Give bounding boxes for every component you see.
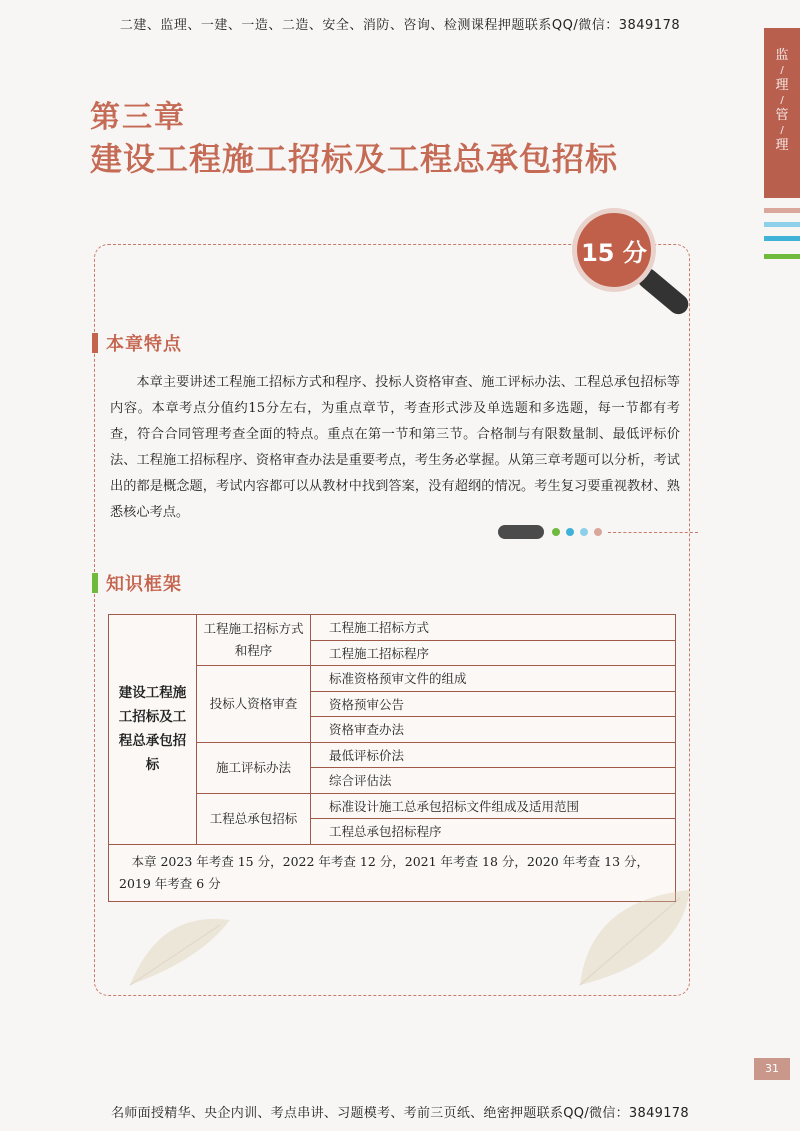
leaf-decoration-icon (120, 900, 240, 990)
heading-bar-icon (92, 573, 98, 593)
framework-item: 标准资格预审文件的组成 (311, 666, 676, 692)
score-badge: 15 分 (572, 208, 656, 292)
side-chapter-tab (764, 28, 800, 198)
framework-heading (92, 570, 182, 596)
dashed-divider (608, 532, 698, 533)
footer-banner: 名师面授精华、央企内训、考点串讲、习题模考、考前三页纸、绝密押题联系QQ/微信：3849178 (111, 1106, 689, 1121)
decorative-dots (498, 525, 698, 539)
framework-group: 工程施工招标方式和程序 (197, 615, 311, 666)
framework-root: 建设工程施工招标及工程总承包招标 (109, 615, 197, 845)
table-row (109, 615, 676, 641)
pill-icon (498, 525, 544, 539)
side-tab-char: 管 (775, 108, 789, 123)
framework-item: 工程总承包招标程序 (311, 819, 676, 845)
framework-group: 工程总承包招标 (197, 793, 311, 844)
heading-bar-icon (92, 333, 98, 353)
side-stripe-lightblue (764, 222, 800, 227)
features-paragraph: 本章主要讲述工程施工招标方式和程序、投标人资格审查、施工评标办法、工程总承包招标等内容。本章考点分值约15分左右，为重点章节，考查形式涉及单选题和多选题，每一节都有考查，符合合同管理考查全面的特点。重点在第一节和第三节。合格制与有限数量制、最低评标价法、工程施工招标程序、资格审查办法是重要考点，考生务必掌握。从第三章考题可以分析，考试出的都是概念题，考试内容都可以从教材中找到答案，没有超纲的情况。考生复习要重视教材、熟悉核心考点。 (110, 375, 680, 520)
page-number: 31 (754, 1058, 790, 1080)
header-banner: 二建、监理、一建、一造、二造、安全、消防、咨询、检测课程押题联系QQ/微信：3849178 (119, 18, 681, 33)
side-tab-separator: / (780, 65, 784, 76)
dot-icon (566, 528, 574, 536)
framework-item: 标准设计施工总承包招标文件组成及适用范围 (311, 793, 676, 819)
dot-icon (580, 528, 588, 536)
dot-icon (552, 528, 560, 536)
side-stripe-pink (764, 208, 800, 213)
framework-group: 施工评标办法 (197, 742, 311, 793)
side-tab-char: 理 (775, 138, 789, 153)
chapter-number: 第三章 (90, 100, 186, 135)
exam-score-note: 本章 2023 年考查 15 分，2022 年考查 12 分，2021 年考查 18 分，2020 年考查 13 分，2019 年考查 6 分 (109, 844, 676, 901)
framework-item: 资格预审公告 (311, 691, 676, 717)
leaf-decoration-icon (560, 880, 700, 990)
framework-group: 投标人资格审查 (197, 666, 311, 743)
side-tab-char: 理 (775, 78, 789, 93)
framework-heading-text: 知识框架 (106, 574, 182, 595)
framework-item: 综合评估法 (311, 768, 676, 794)
chapter-title: 建设工程施工招标及工程总承包招标 (90, 140, 619, 178)
side-stripe-blue (764, 236, 800, 241)
features-heading-text: 本章特点 (106, 334, 182, 355)
features-heading (92, 330, 182, 356)
framework-item: 最低评标价法 (311, 742, 676, 768)
side-stripe-green (764, 254, 800, 259)
framework-item: 资格审查办法 (311, 717, 676, 743)
side-tab-separator: / (780, 95, 784, 106)
framework-table (108, 614, 676, 902)
framework-item: 工程施工招标方式 (311, 615, 676, 641)
side-tab-separator: / (780, 125, 784, 136)
dot-icon (594, 528, 602, 536)
framework-item: 工程施工招标程序 (311, 640, 676, 666)
side-tab-char: 监 (775, 48, 789, 63)
